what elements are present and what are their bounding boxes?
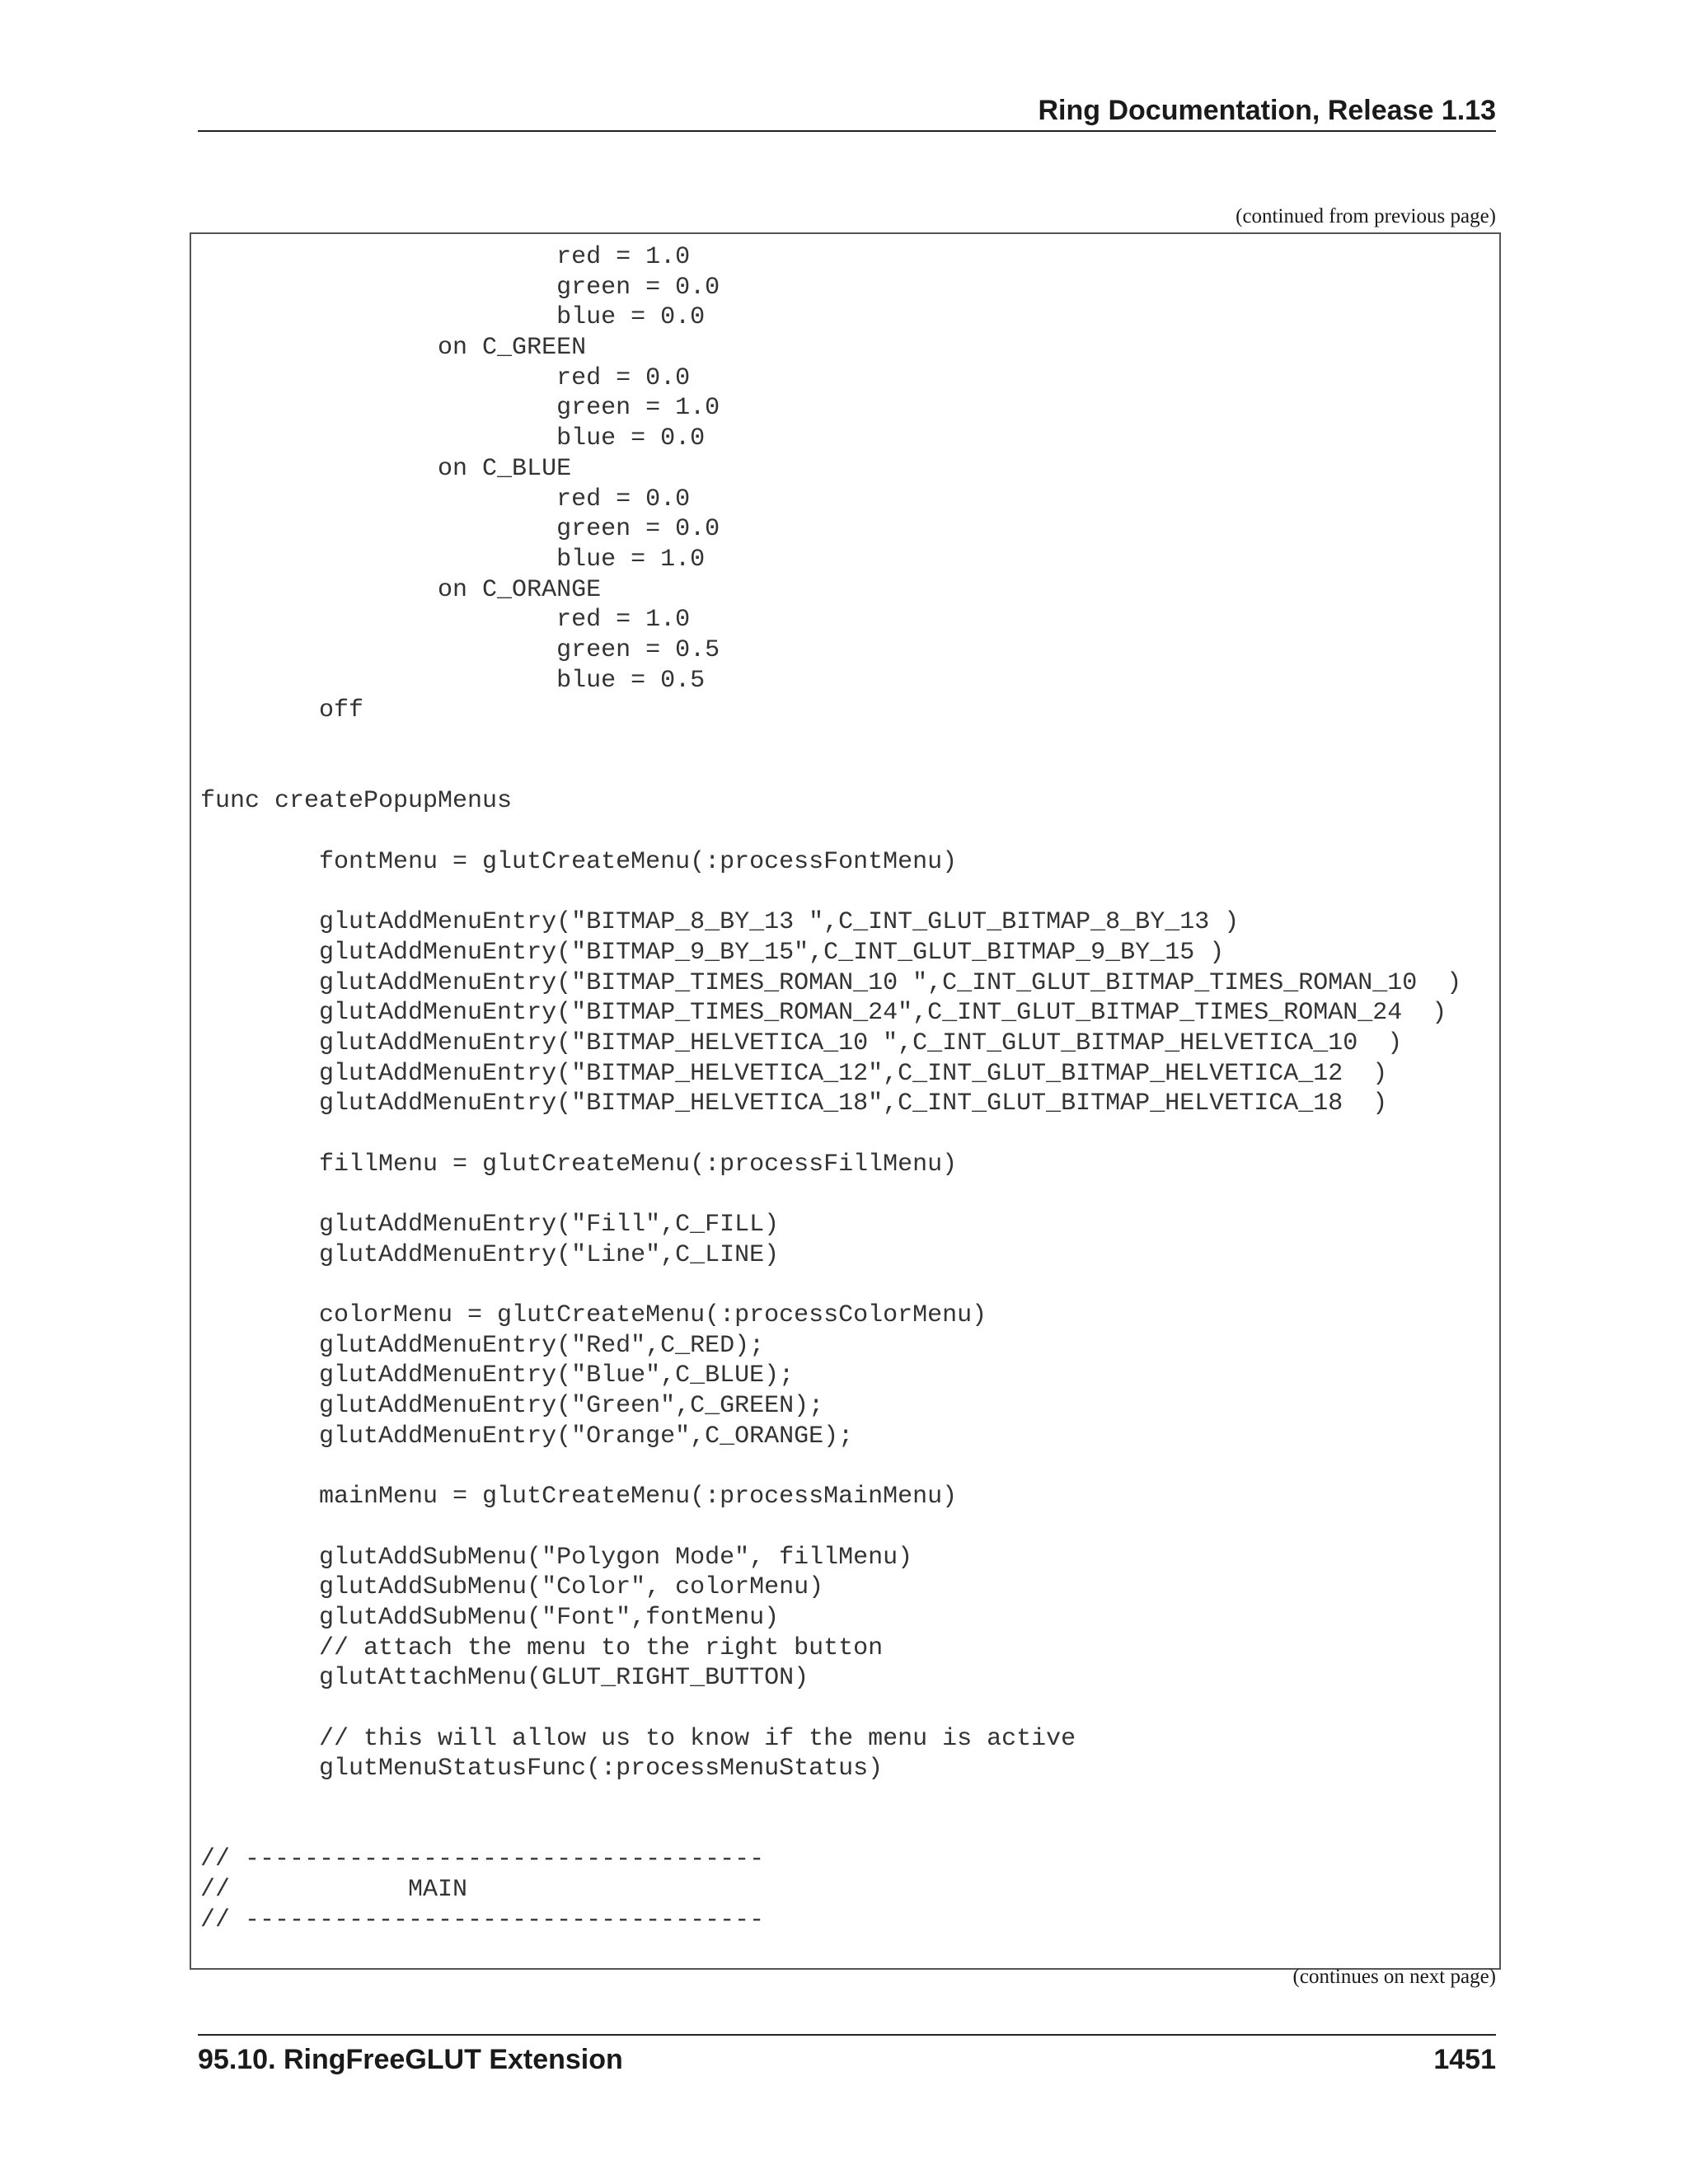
code-line: fontMenu = glutCreateMenu(:processFontMenu) [200,847,958,876]
code-line: fillMenu = glutCreateMenu(:processFillMenu) [200,1150,958,1179]
code-block [190,232,1501,1970]
continued-from-note: (continued from previous page) [1236,205,1496,227]
code-line: func createPopupMenus [200,787,513,816]
code-line: // this will allow us to know if the menu is active [200,1724,1076,1753]
code-line: glutAddMenuEntry("Red",C_RED); [200,1331,765,1360]
code-line: green = 0.0 [200,273,720,302]
continues-on-note: (continues on next page) [1292,1966,1496,1988]
code-line: blue = 0.0 [200,424,706,453]
code-line [200,1694,1461,1724]
code-line [200,1452,1461,1483]
code-line: glutAddMenuEntry("Fill",C_FILL) [200,1211,780,1239]
code-line: mainMenu = glutCreateMenu(:processMainMenu) [200,1483,958,1511]
code-line: glutAttachMenu(GLUT_RIGHT_BUTTON) [200,1664,809,1693]
code-line: glutAddMenuEntry("Blue",C_BLUE); [200,1361,795,1390]
code-line: // ----------------------------------- [200,1905,765,1934]
code-line: red = 0.0 [200,363,691,392]
code-line: on C_GREEN [200,334,587,363]
code-line: blue = 0.5 [200,666,706,695]
code-line [200,1270,1461,1301]
code-line: red = 0.0 [200,485,691,513]
code-line: // ----------------------------------- [200,1845,765,1874]
code-line: glutAddMenuEntry("BITMAP_HELVETICA_12",C_INT_GLUT_BITMAP_HELVETICA_12 ) [200,1059,1388,1088]
code-line: glutAddMenuEntry("Green",C_GREEN); [200,1392,824,1421]
footer-page-number: 1451 [1433,2044,1496,2075]
code-line: glutMenuStatusFunc(:processMenuStatus) [200,1755,884,1783]
code-line: glutAddMenuEntry("BITMAP_TIMES_ROMAN_10 ",C_INT_GLUT_BITMAP_TIMES_ROMAN_10 ) [200,968,1462,997]
code-line: glutAddMenuEntry("BITMAP_9_BY_15",C_INT_GLUT_BITMAP_9_BY_15 ) [200,938,1225,967]
code-line [200,1119,1461,1150]
code-line: glutAddMenuEntry("Line",C_LINE) [200,1240,780,1269]
code-line [200,1784,1461,1815]
code-line: colorMenu = glutCreateMenu(:processColorMenu) [200,1301,987,1330]
code-line: off [200,696,364,725]
code-line: glutAddSubMenu("Font",fontMenu) [200,1603,780,1632]
code-line [200,1815,1461,1845]
code-line [200,1179,1461,1210]
code-line: green = 0.5 [200,635,720,664]
code-line: glutAddMenuEntry("BITMAP_TIMES_ROMAN_24",C_INT_GLUT_BITMAP_TIMES_ROMAN_24 ) [200,999,1447,1028]
code-line: red = 1.0 [200,243,691,271]
code-line [200,726,1461,757]
code-line: glutAddSubMenu("Color", colorMenu) [200,1573,824,1602]
code-line: // MAIN [200,1876,468,1905]
code-line [200,877,1461,907]
code-line: glutAddMenuEntry("BITMAP_8_BY_13 ",C_INT_GLUT_BITMAP_8_BY_13 ) [200,908,1240,937]
code-line: on C_ORANGE [200,575,602,604]
code-line: red = 1.0 [200,606,691,635]
code-lines [200,242,1461,1936]
code-line [200,817,1461,847]
code-line: blue = 1.0 [200,545,706,574]
code-line: glutAddSubMenu("Polygon Mode", fillMenu) [200,1543,913,1572]
code-line [200,757,1461,787]
code-line: glutAddMenuEntry("Orange",C_ORANGE); [200,1422,854,1451]
footer-divider [198,2034,1496,2036]
code-line: glutAddMenuEntry("BITMAP_HELVETICA_10 ",C_INT_GLUT_BITMAP_HELVETICA_10 ) [200,1029,1403,1057]
code-line: glutAddMenuEntry("BITMAP_HELVETICA_18",C_INT_GLUT_BITMAP_HELVETICA_18 ) [200,1090,1388,1118]
code-line: green = 1.0 [200,394,720,423]
code-line: green = 0.0 [200,515,720,544]
footer-section-title: 95.10. RingFreeGLUT Extension [198,2044,623,2075]
page-header-title: Ring Documentation, Release 1.13 [1038,95,1496,126]
code-line: on C_BLUE [200,454,572,483]
code-line [200,1512,1461,1543]
code-line: // attach the menu to the right button [200,1633,884,1662]
code-line: blue = 0.0 [200,303,706,332]
header-divider [198,130,1496,132]
